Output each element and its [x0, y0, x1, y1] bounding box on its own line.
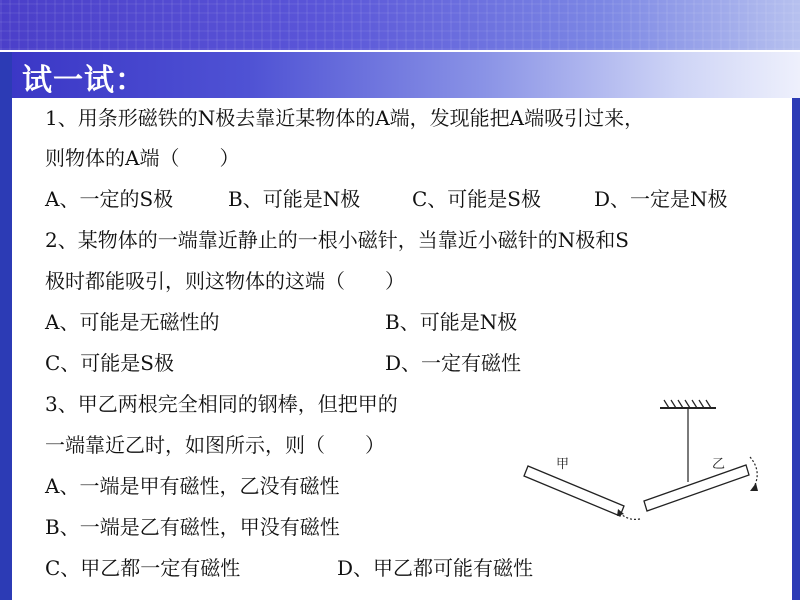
- magnet-figure: [520, 395, 780, 535]
- ceiling-mount: [660, 400, 716, 408]
- rotation-arrow-right-head: [750, 483, 758, 491]
- page-title: 试一试：: [22, 63, 146, 98]
- q2-option-c: C、可能是S极: [45, 351, 175, 375]
- q1-option-a: A、一定的S极: [45, 187, 174, 211]
- q2-option-d: D、一定有磁性: [385, 351, 522, 375]
- q3-line-1: 3、甲乙两根完全相同的钢棒，但把甲的: [45, 392, 398, 416]
- q1-line-2: 则物体的A端（ ）: [45, 146, 240, 170]
- q3-option-a: A、一端是甲有磁性，乙没有磁性: [45, 474, 340, 498]
- label-yi: 乙: [712, 457, 726, 472]
- q2-option-a: A、可能是无磁性的: [45, 310, 220, 334]
- steel-rod-yi: [644, 465, 749, 511]
- right-border: [792, 98, 800, 600]
- label-jia: 甲: [556, 457, 570, 472]
- q3-line-2: 一端靠近乙时，如图所示，则（ ）: [45, 433, 385, 457]
- left-border: [0, 52, 12, 600]
- q1-option-d: D、一定是N极: [594, 187, 728, 211]
- q2-line-2: 极时都能吸引，则这物体的这端（ ）: [45, 269, 405, 293]
- q1-option-c: C、可能是S极: [412, 187, 542, 211]
- steel-rod-jia: [524, 466, 624, 516]
- q3-option-b: B、一端是乙有磁性，甲没有磁性: [45, 515, 340, 539]
- rotation-arrow-right: [750, 457, 757, 487]
- q2-option-b: B、可能是N极: [385, 310, 518, 334]
- q1-line-1: 1、用条形磁铁的N极去靠近某物体的A端，发现能把A端吸引过来，: [45, 106, 645, 130]
- q3-option-c: C、甲乙都一定有磁性: [45, 556, 241, 580]
- top-banner: [0, 0, 800, 50]
- q2-line-1: 2、某物体的一端靠近静止的一根小磁针，当靠近小磁针的N极和S: [45, 228, 629, 252]
- q3-option-d: D、甲乙都可能有磁性: [337, 556, 534, 580]
- q1-option-b: B、可能是N极: [228, 187, 361, 211]
